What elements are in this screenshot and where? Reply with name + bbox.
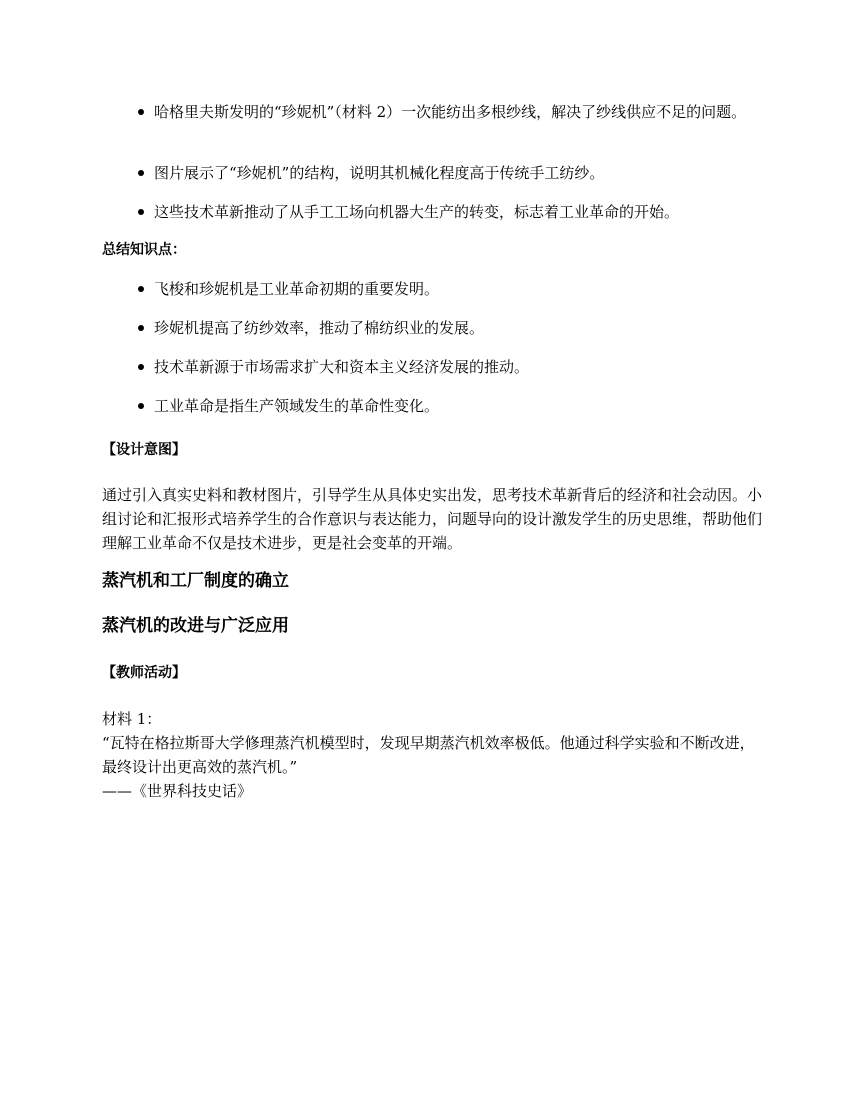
material-source: ——《世界科技史话》 [102, 782, 253, 800]
list-item-text: 图片展示了“珍妮机”的结构，说明其机械化程度高于传统手工纺纱。 [154, 164, 605, 182]
material-label: 材料 1： [102, 710, 162, 728]
list-item [138, 317, 758, 339]
bullet-icon [138, 364, 144, 370]
material-block [102, 707, 762, 803]
list-item [138, 356, 758, 378]
list-item [138, 395, 758, 417]
subsection-heading: 蒸汽机的改进与广泛应用 [102, 616, 289, 636]
list-item [138, 162, 758, 184]
bullet-icon [138, 170, 144, 176]
list-item-text: 飞梭和珍妮机是工业革命初期的重要发明。 [154, 280, 440, 298]
teacher-activity-heading: 【教师活动】 [102, 665, 186, 681]
bullet-icon [138, 286, 144, 292]
summary-heading: 总结知识点： [102, 242, 186, 258]
list-item [138, 101, 758, 123]
section-heading: 蒸汽机和工厂制度的确立 [102, 571, 289, 591]
list-item-text: 这些技术革新推动了从手工工场向机器大生产的转变，标志着工业革命的开始。 [154, 203, 680, 221]
list-item-text: 技术革新源于市场需求扩大和资本主义经济发展的推动。 [154, 358, 530, 376]
list-item [138, 278, 758, 300]
list-item-text: 工业革命是指生产领域发生的革命性变化。 [154, 397, 440, 415]
design-intent-paragraph: 通过引入真实史料和教材图片，引导学生从具体史实出发，思考技术革新背后的经济和社会动因。小组讨论和汇报形式培养学生的合作意识与表达能力，问题导向的设计激发学生的历史思维，帮助他们理解工业革命不仅是技术进步，更是社会变革的开端。 [102, 486, 763, 552]
list-item-text: 珍妮机提高了纺纱效率，推动了棉纺织业的发展。 [154, 319, 485, 337]
list-item [138, 201, 758, 223]
design-intent-heading: 【设计意图】 [102, 442, 186, 458]
bullet-icon [138, 403, 144, 409]
bullet-icon [138, 325, 144, 331]
material-quote: “瓦特在格拉斯哥大学修理蒸汽机模型时，发现早期蒸汽机效率极低。他通过科学实验和不断改进，最终设计出更高效的蒸汽机。” [102, 734, 755, 776]
bullet-icon [138, 109, 144, 115]
list-item-text: 哈格里夫斯发明的“珍妮机”（材料 2）一次能纺出多根纱线，解决了纱线供应不足的问题。 [154, 103, 747, 121]
bullet-icon [138, 209, 144, 215]
